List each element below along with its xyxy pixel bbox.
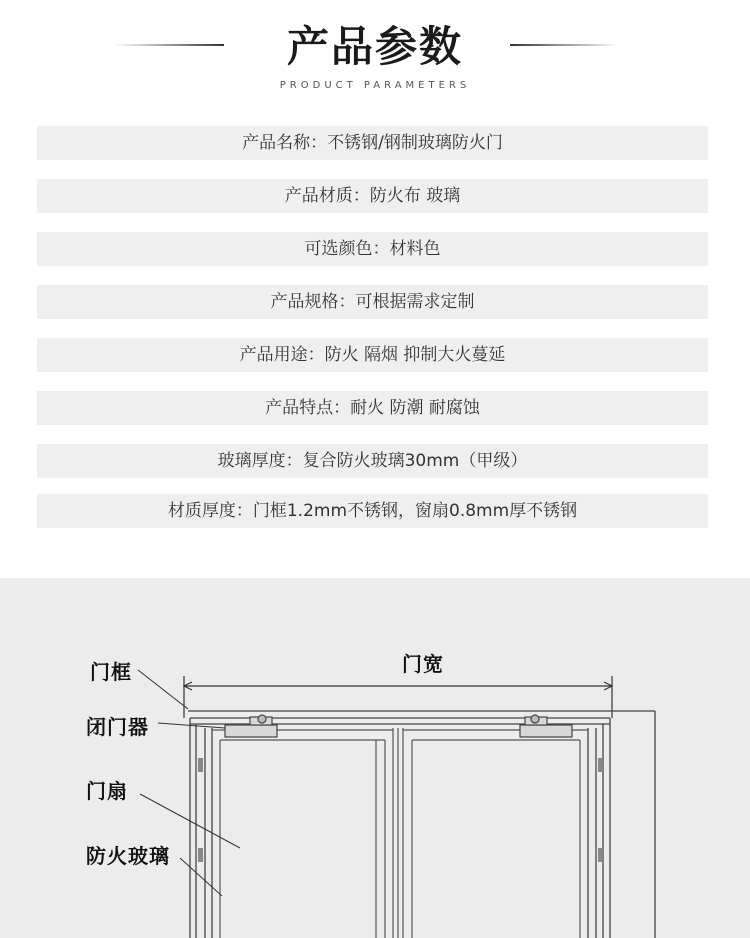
- param-label: 材质厚度：: [167, 501, 253, 521]
- label-leaf: 门扇: [86, 779, 128, 803]
- param-row-name: [37, 126, 708, 160]
- param-value: 不锈钢/钢制玻璃防火门: [327, 133, 503, 153]
- param-row-material-thickness: [37, 494, 708, 528]
- section-header: [0, 0, 750, 110]
- door-frame: [188, 711, 655, 938]
- door-leaf-left: [212, 728, 393, 938]
- door-diagram: [0, 578, 750, 938]
- header-rule-right: [510, 44, 620, 46]
- door-drawing: [0, 578, 750, 938]
- param-row-material: [37, 179, 708, 213]
- param-row-features: [37, 391, 708, 425]
- param-value: 复合防火玻璃30mm（甲级）: [302, 451, 528, 471]
- param-row-glass-thickness: [37, 444, 708, 478]
- param-label: 玻璃厚度：: [217, 451, 303, 471]
- param-row-usage: [37, 338, 708, 372]
- width-dimension: [184, 676, 612, 718]
- label-width: 门宽: [402, 652, 444, 676]
- param-label: 产品用途：: [239, 345, 325, 365]
- label-glass: 防火玻璃: [86, 844, 170, 868]
- page-subtitle: PRODUCT PARAMETERS: [279, 80, 471, 91]
- label-closer: 闭门器: [86, 715, 149, 739]
- param-label: 产品名称：: [242, 133, 328, 153]
- param-value: 可根据需求定制: [355, 292, 475, 312]
- page-title: 产品参数: [286, 22, 463, 71]
- param-label: 可选颜色：: [304, 239, 390, 259]
- param-row-spec: [37, 285, 708, 319]
- param-label: 产品特点：: [265, 398, 351, 418]
- param-value: 材料色: [389, 239, 441, 259]
- label-frame: 门框: [90, 660, 132, 684]
- param-value: 防火 隔烟 抑制大火蔓延: [324, 345, 506, 365]
- param-row-color: [37, 232, 708, 266]
- param-value: 门框1.2mm不锈钢，窗扇0.8mm厚不锈钢: [252, 501, 578, 521]
- param-value: 防火布 玻璃: [369, 186, 461, 206]
- param-label: 产品规格：: [270, 292, 356, 312]
- param-label: 产品材质：: [284, 186, 370, 206]
- door-leaf-right: [398, 728, 588, 938]
- hinge-icons: [198, 758, 603, 862]
- param-value: 耐火 防潮 耐腐蚀: [350, 398, 480, 418]
